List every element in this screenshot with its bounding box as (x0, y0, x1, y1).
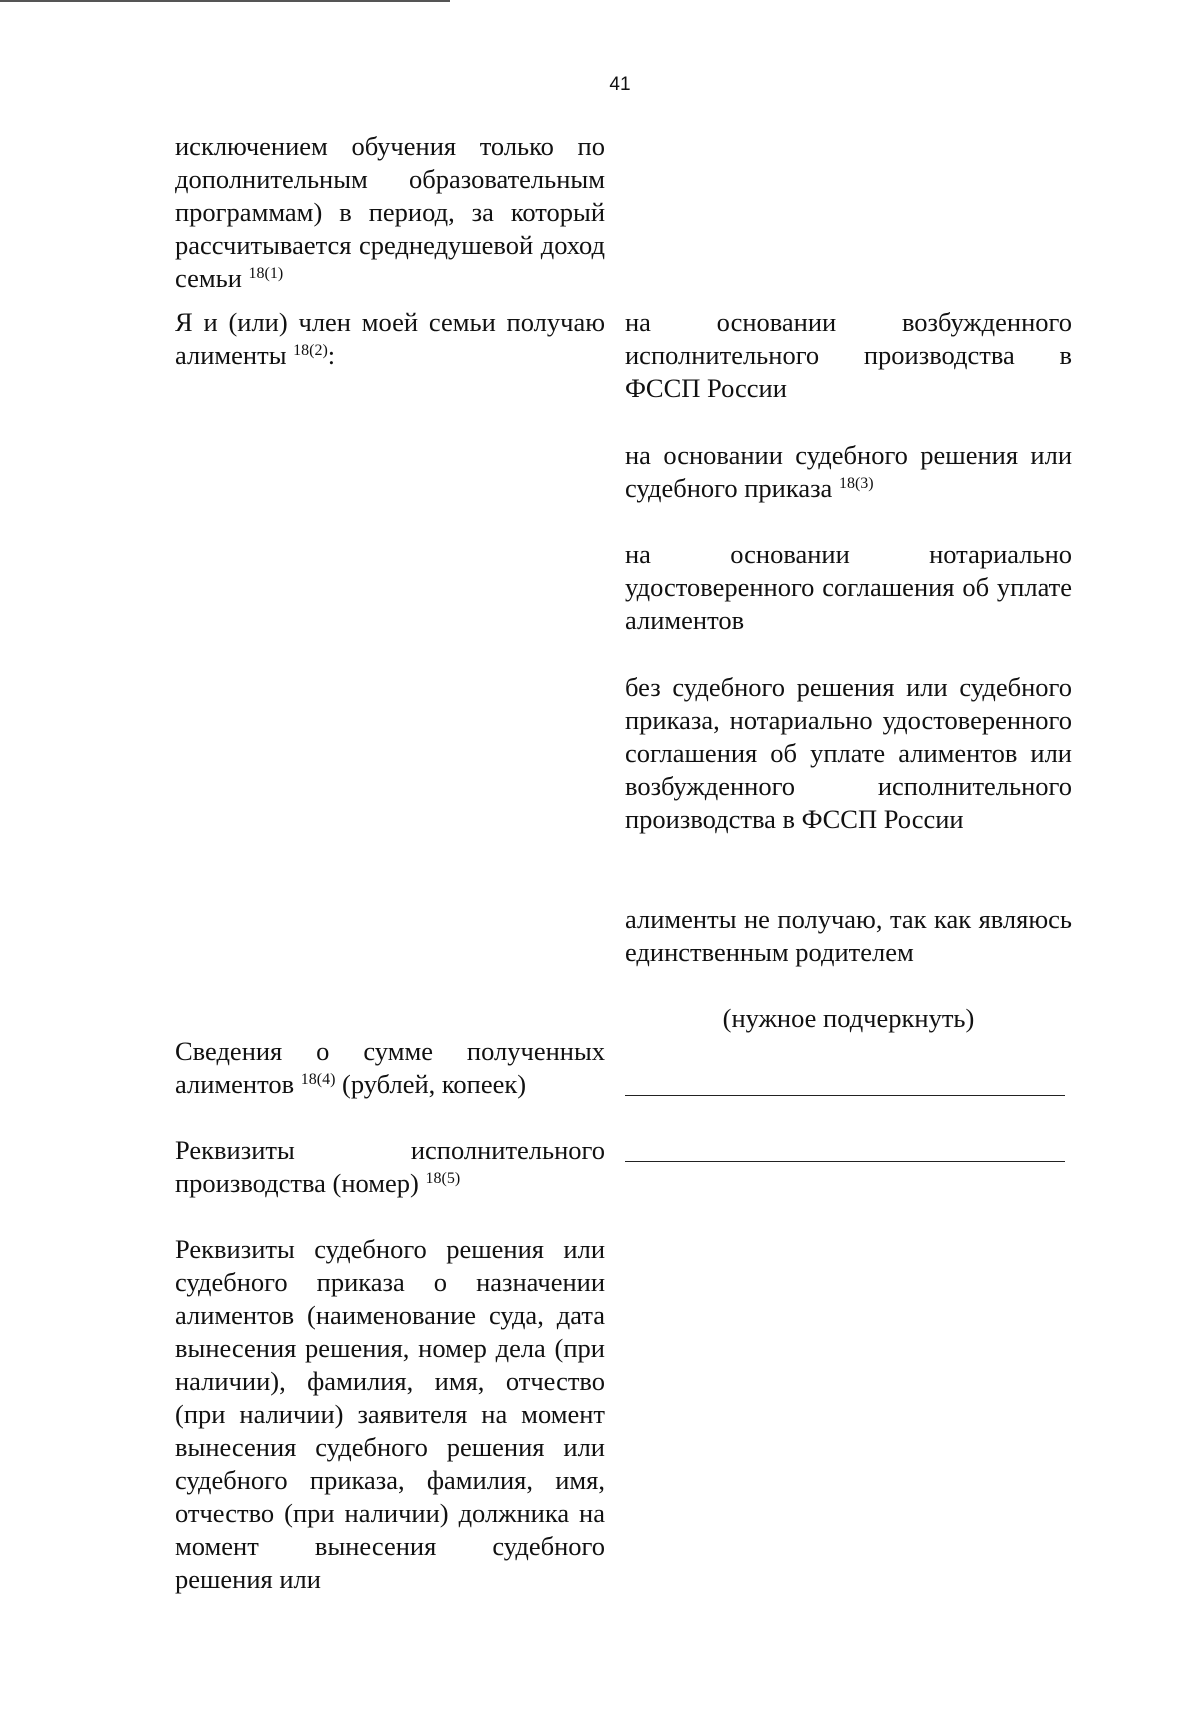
footnote-ref: 18(5) (425, 1170, 461, 1187)
scan-edge-line (0, 0, 450, 2)
amount-label-units: (рублей, копеек) (335, 1069, 527, 1099)
option-text: на основании возбужденного исполнительного производства в ФССП России (625, 307, 1072, 403)
underline-instruction: (нужное подчеркнуть) (722, 1003, 975, 1033)
continuation-label: исключением обучения только по дополнительным образовательным программам) в период, за который рассчитывается среднедушевой доход семьи (175, 131, 605, 293)
court-details-text: Реквизиты судебного решения или судебного приказа о назначении алиментов (наименование суда, дата вынесения решения, номер дела (при наличии), фамилия, имя, отчество (при наличии) заявителя на момент вынесения судебного решения или судебного приказа, фамилия, имя, отчество (при наличии) должника на момент вынесения судебного решения или (175, 1234, 605, 1594)
alimony-option-court[interactable] (625, 439, 1072, 505)
option-text: на основании судебного решения или судебного приказа (625, 440, 1072, 503)
court-decision-details-label (175, 1233, 605, 1596)
alimony-amount-field[interactable] (625, 1095, 1065, 1096)
enforcement-proceedings-label (175, 1134, 605, 1200)
footnote-ref: 18(4) (300, 1071, 336, 1088)
footnote-ref: 18(2) (293, 342, 328, 359)
alimony-option-single-parent[interactable] (625, 903, 1072, 969)
amount-label-text: Сведения о сумме полученных алиментов (175, 1036, 605, 1099)
alimony-option-without-basis[interactable] (625, 671, 1072, 836)
page-number: 41 (609, 74, 631, 95)
footnote-ref: 18(1) (248, 265, 284, 282)
footnote-ref: 18(3) (838, 475, 874, 492)
alimony-question-label: Я и (или) член моей семьи получаю алименты (175, 307, 605, 370)
alimony-question (175, 306, 605, 372)
alimony-option-fssp[interactable] (625, 306, 1072, 405)
option-text: алименты не получаю, так как являюсь единственным родителем (625, 904, 1072, 967)
continuation-text (175, 130, 605, 295)
alimony-option-notary[interactable] (625, 538, 1072, 637)
alimony-amount-label (175, 1035, 605, 1101)
enforcement-proceedings-field[interactable] (625, 1161, 1065, 1162)
option-text: без судебного решения или судебного приказа, нотариально удостоверенного соглашения об уплате алиментов или возбужденного исполнительного производства в ФССП России (625, 672, 1072, 834)
option-text: на основании нотариально удостоверенного соглашения об уплате алиментов (625, 539, 1072, 635)
proceedings-label-text: Реквизиты исполнительного производства (номер) (175, 1135, 605, 1198)
colon: : (327, 340, 336, 370)
